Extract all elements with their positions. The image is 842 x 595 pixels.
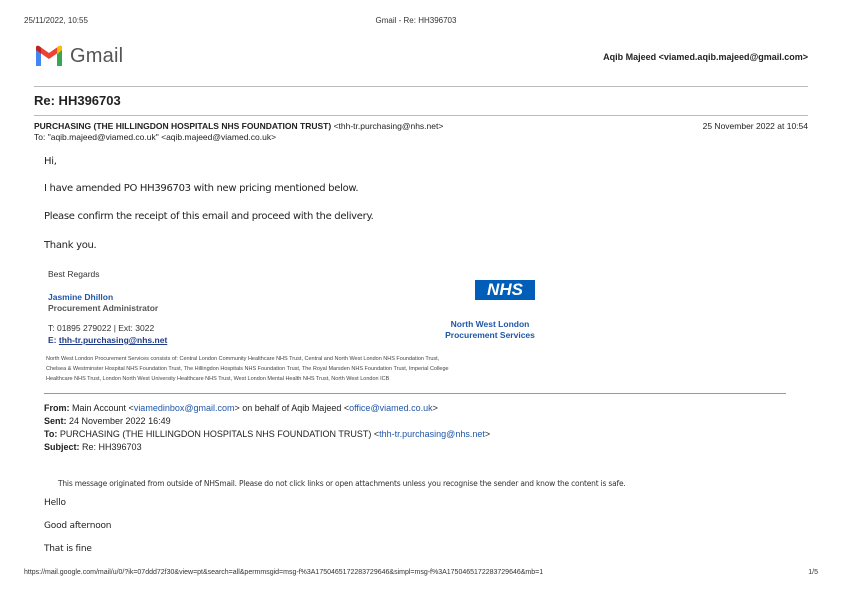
quoted-sent bbox=[44, 416, 171, 426]
signature-email-line bbox=[48, 335, 167, 345]
quoted-from-suffix: > on behalf of Aqib Majeed < bbox=[234, 403, 350, 413]
email-subject: Re: HH396703 bbox=[34, 93, 121, 108]
quoted-from-label: From: bbox=[44, 403, 70, 413]
nhs-logo: NHS bbox=[475, 280, 535, 300]
sender-name: PURCHASING (THE HILLINGDON HOSPITALS NHS FOUNDATION TRUST) bbox=[34, 121, 332, 131]
gmail-wordmark: Gmail bbox=[70, 45, 124, 67]
signature-email-link[interactable]: thh-tr.purchasing@nhs.net bbox=[58, 335, 168, 345]
external-warning: This message originated from outside of NHSmail. Please do not click links or open attachments unless you recognise the sender and know the content is safe. bbox=[58, 479, 626, 488]
quoted-to-email-link[interactable]: thh-tr.purchasing@nhs.net bbox=[379, 429, 485, 439]
sender-line bbox=[34, 121, 443, 131]
body-line: Thank you. bbox=[44, 240, 97, 251]
print-url: https://mail.google.com/mail/u/0/?ik=07ddd72f30&view=pt&search=all&permmsgid=msg-f%3A1750465172283729646&simpl=msg-f%3A1750465172283729646&mb=1 bbox=[24, 569, 544, 576]
print-datetime: 25/11/2022, 10:55 bbox=[24, 16, 88, 25]
page-number: 1/5 bbox=[808, 569, 818, 576]
print-footer bbox=[24, 569, 818, 579]
body-line: Please confirm the receipt of this email and proceed with the delivery. bbox=[44, 211, 374, 222]
quoted-line: That is fine bbox=[44, 544, 92, 554]
disclaimer-line: North West London Procurement Services consists of: Central London Community Healthcare NHS Trust, Central and North West London NHS Foundation Trust, bbox=[46, 356, 440, 362]
divider bbox=[34, 115, 808, 116]
org-name-line2: Procurement Services bbox=[445, 330, 535, 340]
disclaimer-line: Healthcare NHS Trust, London North West University Healthcare NHS Trust, West London Mental Health NHS Trust, North West London ICB bbox=[46, 376, 390, 382]
recipient-line: To: "aqib.majeed@viamed.co.uk" <aqib.majeed@viamed.co.uk> bbox=[34, 132, 277, 142]
divider bbox=[44, 393, 786, 394]
signature-name: Jasmine Dhillon bbox=[48, 292, 114, 302]
account-label: Aqib Majeed <viamed.aqib.majeed@gmail.com> bbox=[603, 52, 808, 62]
quoted-to-end: > bbox=[484, 429, 491, 439]
signature-regards: Best Regards bbox=[48, 269, 100, 279]
quoted-from-end: > bbox=[432, 403, 438, 413]
signature-phone: T: 01895 279022 | Ext: 3022 bbox=[48, 323, 155, 333]
disclaimer-line: Chelsea & Westminster Hospital NHS Foundation Trust, The Hillingdon Hospitals NHS Foundation Trust, The Royal Marsden NHS Foundation Trust, Imperial College bbox=[46, 366, 449, 372]
quoted-to bbox=[44, 429, 490, 439]
quoted-from-email-link[interactable]: viamedinbox@gmail.com bbox=[133, 403, 235, 413]
email-date: 25 November 2022 at 10:54 bbox=[702, 121, 808, 131]
body-line: I have amended PO HH396703 with new pricing mentioned below. bbox=[44, 183, 359, 194]
body-line: Hi, bbox=[44, 156, 57, 167]
quoted-sent-value: 24 November 2022 16:49 bbox=[69, 416, 171, 426]
divider bbox=[34, 86, 808, 87]
org-name-line1: North West London bbox=[450, 319, 530, 329]
quoted-from bbox=[44, 403, 438, 413]
quoted-subject-value: Re: HH396703 bbox=[82, 442, 142, 452]
gmail-logo[interactable] bbox=[34, 45, 123, 68]
quoted-from-email2-link[interactable]: office@viamed.co.uk bbox=[349, 403, 433, 413]
signature-title: Procurement Administrator bbox=[48, 303, 159, 313]
quoted-subject-label: Subject: bbox=[44, 442, 80, 452]
quoted-subject bbox=[44, 442, 142, 452]
quoted-sent-label: Sent: bbox=[44, 416, 67, 426]
print-header bbox=[24, 16, 808, 26]
gmail-icon bbox=[34, 45, 64, 68]
signature-email-label: E: bbox=[48, 335, 57, 345]
quoted-line: Hello bbox=[44, 498, 66, 508]
quoted-line: Good afternoon bbox=[44, 521, 112, 531]
quoted-from-name: Main Account < bbox=[72, 403, 134, 413]
quoted-to-value: PURCHASING (THE HILLINGDON HOSPITALS NHS FOUNDATION TRUST) < bbox=[59, 429, 380, 439]
quoted-to-label: To: bbox=[44, 429, 58, 439]
sender-email: <thh-tr.purchasing@nhs.net> bbox=[333, 121, 444, 131]
print-window-title: Gmail - Re: HH396703 bbox=[375, 16, 457, 25]
